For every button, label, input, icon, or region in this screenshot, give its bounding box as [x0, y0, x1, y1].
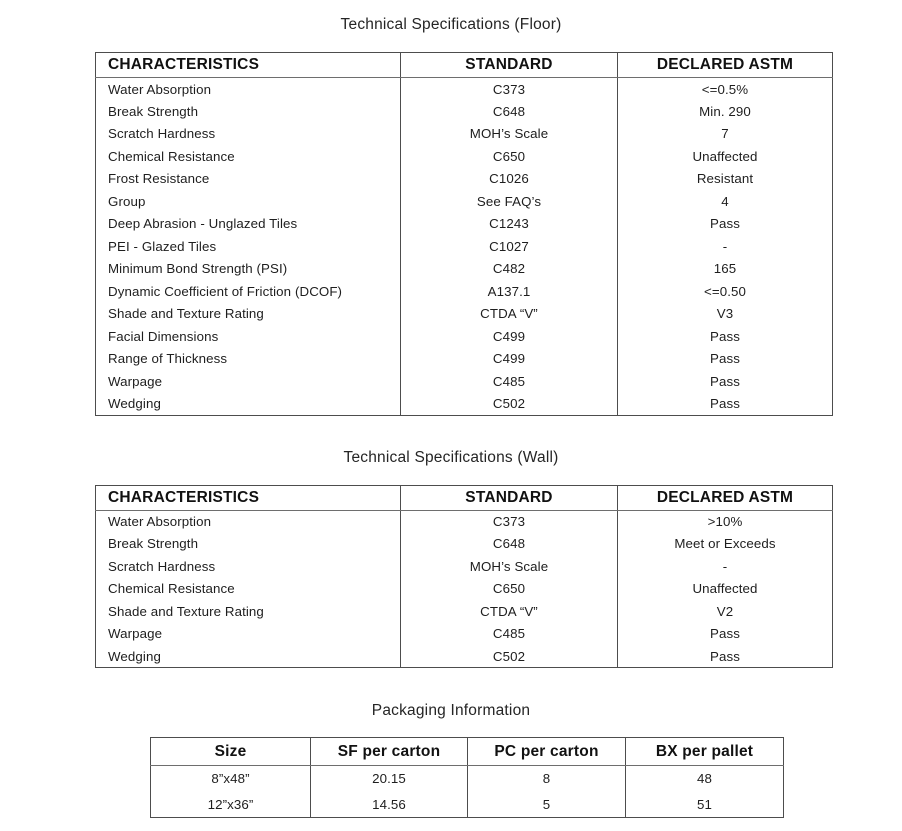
table-cell: 4	[618, 190, 833, 213]
table-row	[96, 578, 833, 601]
packaging_table-header-3: BX per pallet	[626, 738, 784, 766]
table-cell: Wedging	[108, 396, 161, 411]
table-cell: Pass	[618, 623, 833, 646]
table-cell: Water Absorption	[108, 514, 212, 529]
table-row	[96, 623, 833, 646]
table-cell: <=0.50	[618, 280, 833, 303]
packaging_table-header-0: Size	[151, 738, 311, 766]
table-cell: C1243	[401, 213, 618, 236]
table-row	[96, 325, 833, 348]
table-row	[96, 78, 833, 101]
table-cell: Chemical Resistance	[108, 581, 235, 597]
table-cell: C485	[401, 370, 618, 393]
table-row	[96, 280, 833, 303]
table-cell: Scratch Hardness	[108, 558, 216, 574]
table-row	[96, 168, 833, 191]
table-cell: V3	[618, 303, 833, 326]
wall-specs-table	[95, 485, 833, 669]
table-cell: CTDA “V”	[401, 303, 618, 326]
table-cell: V2	[618, 600, 833, 623]
table-cell: C485	[401, 623, 618, 646]
table-cell: Shade and Texture Rating	[108, 603, 264, 619]
table-cell: A137.1	[401, 280, 618, 303]
table-cell: C502	[401, 645, 618, 668]
table-cell: C373	[401, 510, 618, 533]
table-cell: -	[618, 235, 833, 258]
table-row	[96, 100, 833, 123]
table-cell: 5	[468, 792, 626, 818]
table-cell: Unaffected	[618, 578, 833, 601]
table-row	[96, 370, 833, 393]
table-row	[96, 393, 833, 416]
wall_table-header-2: DECLARED ASTM	[618, 485, 833, 510]
packaging_table-header-2: PC per carton	[468, 738, 626, 766]
table-row	[151, 792, 784, 818]
table-cell: Meet or Exceeds	[618, 533, 833, 556]
table-cell: 8	[468, 766, 626, 792]
table-row	[96, 258, 833, 281]
table-cell: Unaffected	[618, 145, 833, 168]
table-cell: C650	[401, 578, 618, 601]
table-cell: C499	[401, 325, 618, 348]
table-cell: Wedging	[108, 648, 161, 664]
floor_table-header-2: DECLARED ASTM	[618, 53, 833, 78]
wall_table-header-0: CHARACTERISTICS	[96, 485, 401, 510]
table-cell: Minimum Bond Strength (PSI)	[108, 261, 288, 277]
floor_table-header-1: STANDARD	[401, 53, 618, 78]
table-cell: <=0.5%	[618, 78, 833, 101]
packaging-table	[150, 737, 784, 818]
table-cell: Range of Thickness	[108, 351, 228, 367]
table-cell: Warpage	[108, 626, 163, 642]
table-cell: Warpage	[108, 373, 163, 389]
table-cell: Dynamic Coefficient of Friction (DCOF)	[108, 283, 343, 299]
table-row	[96, 555, 833, 578]
table-row	[96, 235, 833, 258]
table-cell: 12”x36”	[207, 796, 254, 812]
table-cell: Water Absorption	[108, 81, 212, 97]
table-cell: C650	[401, 145, 618, 168]
table-row	[151, 766, 784, 792]
table-cell: C502	[401, 393, 618, 416]
table-row	[96, 510, 833, 533]
floor-specs-table	[95, 52, 833, 416]
table-cell: See FAQ’s	[401, 190, 618, 213]
table-cell: 165	[618, 258, 833, 281]
floor-specs-header-row	[96, 53, 833, 78]
packaging-header-row	[151, 738, 784, 766]
table-cell: Group	[108, 193, 146, 209]
table-cell: PEI - Glazed Tiles	[108, 238, 217, 254]
table-cell: C1026	[401, 168, 618, 191]
table-cell: Pass	[618, 348, 833, 371]
table-row	[96, 190, 833, 213]
table-cell: Min. 290	[618, 100, 833, 123]
table-cell: Frost Resistance	[108, 171, 210, 187]
table-cell: Shade and Texture Rating	[108, 306, 264, 322]
table-cell: Pass	[618, 645, 833, 668]
table-cell: Break Strength	[108, 103, 199, 119]
table-cell: Facial Dimensions	[108, 328, 219, 344]
table-row	[96, 645, 833, 668]
table-cell: C373	[401, 78, 618, 101]
table-row	[96, 533, 833, 556]
table-cell: CTDA “V”	[401, 600, 618, 623]
table-cell: MOH’s Scale	[401, 555, 618, 578]
table-cell: Chemical Resistance	[108, 148, 235, 164]
table-cell: Scratch Hardness	[108, 126, 216, 142]
table-cell: Deep Abrasion - Unglazed Tiles	[108, 216, 298, 232]
table-row	[96, 303, 833, 326]
table-cell: 8”x48”	[211, 771, 250, 787]
table-cell: 48	[626, 766, 784, 792]
wall_table-header-1: STANDARD	[401, 485, 618, 510]
table-cell: C648	[401, 100, 618, 123]
wall-specs-header-row	[96, 485, 833, 510]
table-cell: 14.56	[311, 792, 468, 818]
table-row	[96, 348, 833, 371]
table-cell: -	[618, 555, 833, 578]
packaging-title: Packaging Information	[371, 702, 531, 719]
table-cell: Pass	[618, 370, 833, 393]
table-row	[96, 600, 833, 623]
table-cell: Pass	[618, 325, 833, 348]
table-cell: Break Strength	[108, 536, 199, 552]
table-cell: C1027	[401, 235, 618, 258]
table-cell: C648	[401, 533, 618, 556]
table-row	[96, 145, 833, 168]
table-row	[96, 213, 833, 236]
packaging_table-header-1: SF per carton	[311, 738, 468, 766]
floor-specs-title: Technical Specifications (Floor)	[340, 16, 562, 33]
table-cell: 20.15	[311, 766, 468, 792]
table-row	[96, 123, 833, 146]
table-cell: >10%	[618, 510, 833, 533]
table-cell: C499	[401, 348, 618, 371]
table-cell: C482	[401, 258, 618, 281]
table-cell: Pass	[618, 393, 833, 416]
wall-specs-title: Technical Specifications (Wall)	[343, 448, 559, 466]
table-cell: 7	[618, 123, 833, 146]
table-cell: Pass	[618, 213, 833, 236]
table-cell: Resistant	[618, 168, 833, 191]
table-cell: MOH’s Scale	[401, 123, 618, 146]
floor_table-header-0: CHARACTERISTICS	[96, 53, 401, 78]
table-cell: 51	[626, 792, 784, 818]
